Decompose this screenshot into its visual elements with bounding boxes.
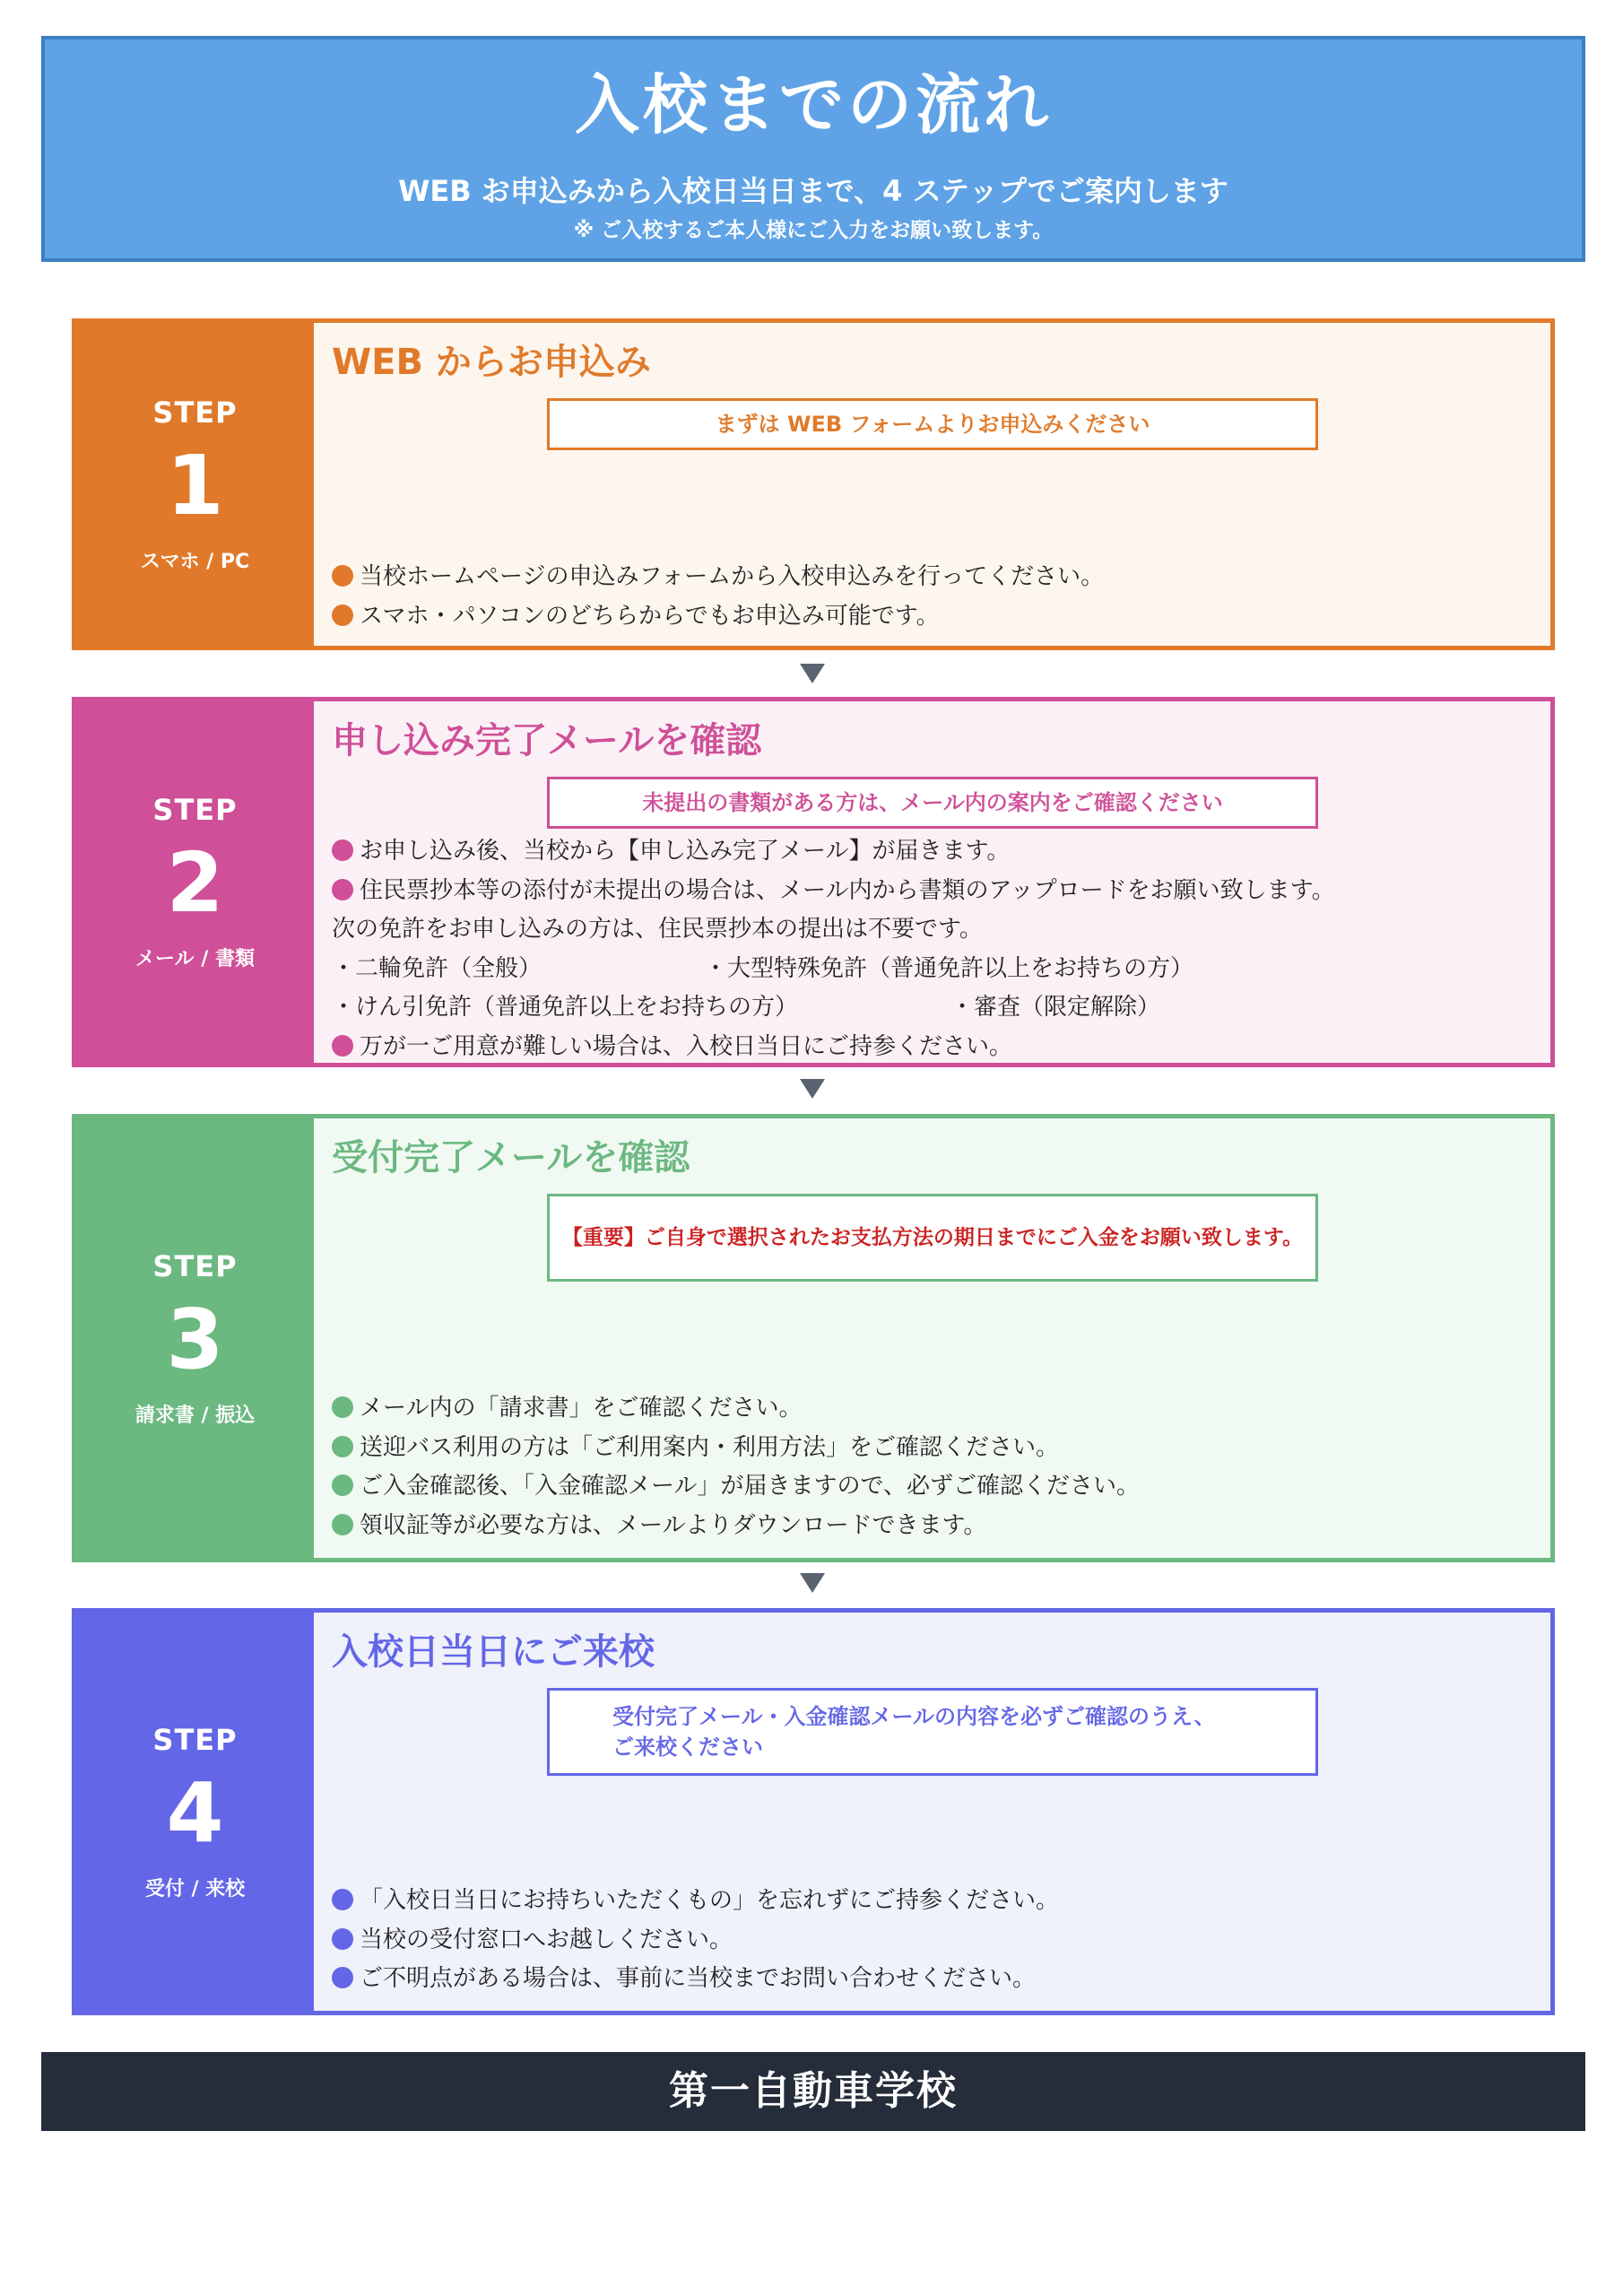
list-item xyxy=(332,1467,1541,1507)
step-4-title: 入校日当日にご来校 xyxy=(332,1631,655,1673)
bullet-dot-icon xyxy=(332,1889,353,1910)
step-1-sidebar xyxy=(76,323,314,646)
step-1-body xyxy=(314,323,1550,646)
plain-note: 次の免許をお申し込みの方は、住民票抄本の提出は不要です。 xyxy=(332,916,983,943)
list-item xyxy=(332,872,1541,911)
item-text: ご不明点がある場合は、事前に当校までお問い合わせください。 xyxy=(360,1965,1037,1992)
item-text: 当校の受付窓口へお越しください。 xyxy=(360,1926,733,1953)
bullet-dot-icon xyxy=(332,604,353,626)
step-1-notice xyxy=(547,398,1318,450)
bullet-dot-icon xyxy=(332,1967,353,1988)
list-item xyxy=(332,1507,1541,1546)
down-arrow-icon xyxy=(800,664,825,683)
list-item xyxy=(332,1389,1541,1429)
step-2-number: 2 xyxy=(166,835,224,931)
license-row xyxy=(332,988,1541,1028)
license-item: ・けん引免許（普通免許以上をお持ちの方） xyxy=(332,994,799,1021)
bullet-dot-icon xyxy=(332,839,353,861)
bullet-dot-icon xyxy=(332,1396,353,1418)
item-text: 「入校日当日にお持ちいただくもの」を忘れずにご持参ください。 xyxy=(360,1887,1060,1914)
page-note: ※ ご入校するご本人様にご入力をお願い致します。 xyxy=(573,219,1054,242)
step-3-sidebar xyxy=(76,1118,314,1558)
item-text: お申し込み後、当校から【申し込み完了メール】が届きます。 xyxy=(360,838,1011,865)
step-4-label: STEP xyxy=(152,1722,238,1757)
bullet-dot-icon xyxy=(332,565,353,587)
down-arrow-icon xyxy=(800,1079,825,1099)
list-item xyxy=(332,1882,1541,1921)
step-1-label: STEP xyxy=(152,395,238,430)
step-3-body xyxy=(314,1118,1550,1558)
step-3-sub: 請求書 / 振込 xyxy=(135,1404,256,1427)
item-text: 当校ホームページの申込みフォームから入校申込みを行ってください。 xyxy=(360,563,1105,590)
step-4-items xyxy=(332,1882,1541,1999)
list-item xyxy=(332,597,1541,637)
page-header xyxy=(41,36,1585,262)
step-1-notice-text: まずは WEB フォームよりお申込みください xyxy=(715,412,1150,437)
step-4-notice-line: 受付完了メール・入金確認メールの内容を必ずご確認のうえ、 xyxy=(612,1704,1216,1729)
item-text: 万が一ご用意が難しい場合は、入校日当日にご持参ください。 xyxy=(360,1032,1013,1060)
step-2-sub: メール / 書類 xyxy=(135,948,255,970)
bullet-dot-icon xyxy=(332,1436,353,1457)
list-item xyxy=(332,558,1541,597)
step-3-title: 受付完了メールを確認 xyxy=(332,1137,690,1178)
item-text: 住民票抄本等の添付が未提出の場合は、メール内から書類のアップロードをお願い致します。 xyxy=(360,876,1335,904)
step-3-notice xyxy=(547,1194,1318,1282)
bullet-dot-icon xyxy=(332,879,353,900)
page-title: 入校までの流れ xyxy=(574,67,1052,143)
bullet-dot-icon xyxy=(332,1928,353,1950)
step-3-items xyxy=(332,1389,1541,1545)
license-row xyxy=(332,950,1541,989)
license-item: ・審査（限定解除） xyxy=(950,994,1161,1021)
item-text: ご入金確認後、「入金確認メール」が届きますので、必ずご確認ください。 xyxy=(360,1473,1140,1500)
item-text: 送迎バス利用の方は「ご利用案内・利用方法」をご確認ください。 xyxy=(360,1433,1060,1461)
step-4-card xyxy=(72,1608,1555,2015)
bullet-dot-icon xyxy=(332,1035,353,1057)
item-text: メール内の「請求書」をご確認ください。 xyxy=(360,1395,803,1422)
step-4-sub: 受付 / 来校 xyxy=(144,1877,246,1900)
bullet-dot-icon xyxy=(332,1514,353,1535)
step-2-notice xyxy=(547,777,1318,829)
step-3-card xyxy=(72,1114,1555,1562)
list-item xyxy=(332,1921,1541,1961)
school-footer: 第一自動車学校 xyxy=(41,2052,1585,2131)
step-1-items xyxy=(332,558,1541,636)
step-1-card xyxy=(72,318,1555,650)
bullet-dot-icon xyxy=(332,1474,353,1496)
list-item xyxy=(332,1028,1541,1067)
step-2-label: STEP xyxy=(152,793,238,827)
step-1-number: 1 xyxy=(166,437,224,534)
list-item xyxy=(332,1960,1541,1999)
step-2-sidebar xyxy=(76,701,314,1063)
step-4-body xyxy=(314,1613,1550,2011)
license-item: ・二輪免許（全般） xyxy=(332,954,542,982)
step-2-title: 申し込み完了メールを確認 xyxy=(332,720,762,761)
step-1-title: WEB からお申込み xyxy=(332,342,651,383)
step-2-card xyxy=(72,697,1555,1067)
list-item xyxy=(332,832,1541,872)
item-text: 領収証等が必要な方は、メールよりダウンロードできます。 xyxy=(360,1511,987,1539)
license-item: ・大型特殊免許（普通免許以上をお持ちの方） xyxy=(704,954,1194,982)
list-item xyxy=(332,1429,1541,1468)
step-2-body xyxy=(314,701,1550,1063)
step-4-number: 4 xyxy=(166,1764,224,1861)
step-3-label: STEP xyxy=(152,1248,238,1283)
step-4-notice-line: ご来校ください xyxy=(612,1735,763,1760)
step-4-notice xyxy=(547,1688,1318,1776)
step-2-items xyxy=(332,832,1541,1066)
page-subtitle: WEB お申込みから入校日当日まで、4 ステップでご案内します xyxy=(398,174,1228,208)
step-3-notice-text: 【重要】ご自身で選択されたお支払方法の期日までにご入金をお願い致します。 xyxy=(561,1226,1304,1249)
step-3-number: 3 xyxy=(166,1291,224,1387)
step-2-notice-text: 未提出の書類がある方は、メール内の案内をご確認ください xyxy=(642,790,1223,815)
down-arrow-icon xyxy=(800,1573,825,1593)
step-4-sidebar xyxy=(76,1613,314,2011)
step-1-sub: スマホ / PC xyxy=(140,550,250,573)
item-text: スマホ・パソコンのどちらからでもお申込み可能です。 xyxy=(360,602,940,630)
